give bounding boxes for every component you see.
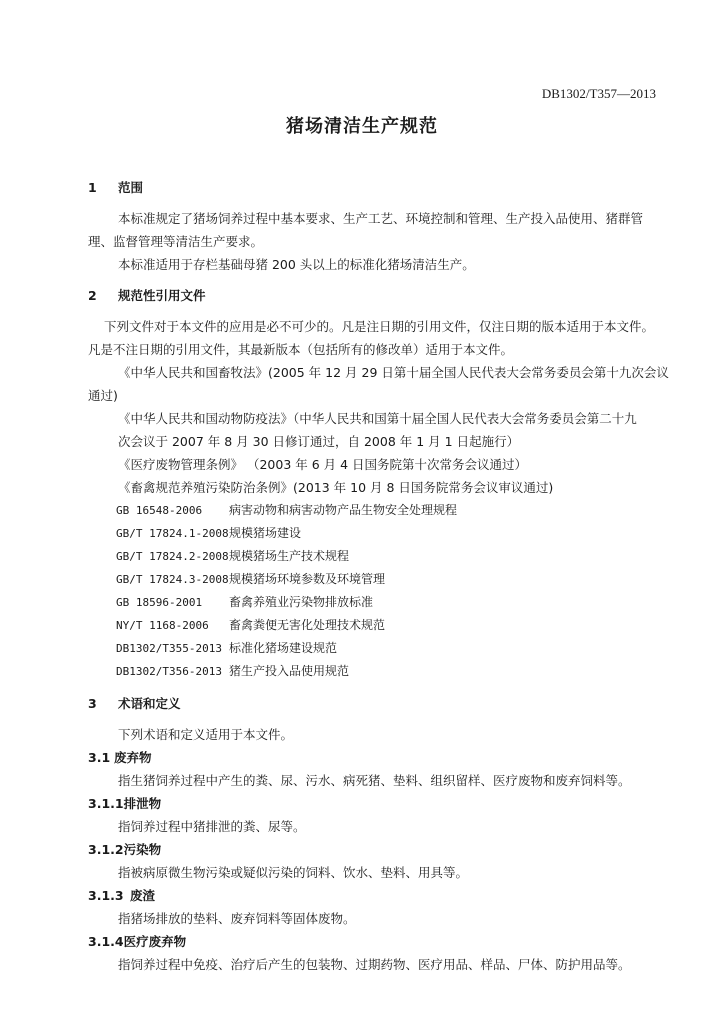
term-title: 排泄物 (123, 796, 162, 811)
term-heading (88, 794, 161, 812)
standard-reference (116, 501, 457, 518)
law-reference: 《中华人民共和国畜牧法》(2005 年 12 月 29 日第十届全国人民代表大会常务委员会第十九次会议 (118, 365, 669, 380)
term-definition: 指被病原微生物污染或疑似污染的饲料、饮水、垫料、用具等。 (118, 865, 469, 880)
paragraph: 本标准规定了猪场饲养过程中基本要求、生产工艺、环境控制和管理、生产投入品使用、猪群管 (118, 211, 644, 226)
section-number: 3 (88, 696, 97, 711)
paragraph: 下列文件对于本文件的应用是必不可少的。凡是注日期的引用文件，仅注日期的版本适用于本文件。 (104, 319, 655, 334)
paragraph-continuation: 凡是不注日期的引用文件，其最新版本（包括所有的修改单）适用于本文件。 (88, 342, 514, 357)
term-title: 污染物 (123, 842, 162, 857)
standard-code: DB1302/T356-2013 (116, 665, 222, 678)
law-reference: 《中华人民共和国动物防疫法》（中华人民共和国第十届全国人民代表大会常务委员会第二十九 (118, 411, 637, 426)
standard-name: 规模猪场生产技术规程 (229, 549, 350, 563)
standard-code: GB/T 17824.2-2008 (116, 550, 229, 563)
section-3-heading (88, 694, 181, 712)
term-heading (88, 748, 152, 766)
standard-code: GB 18596-2001 (116, 596, 203, 609)
paragraph: 下列术语和定义适用于本文件。 (118, 727, 294, 742)
law-reference-continuation: 通过) (88, 388, 118, 403)
term-definition: 指饲养过程中免疫、治疗后产生的包装物、过期药物、医疗用品、样品、尸体、防护用品等。 (118, 957, 631, 972)
section-title: 规范性引用文件 (118, 288, 206, 303)
paragraph: 本标准适用于存栏基础母猪 200 头以上的标准化猪场清洁生产。 (118, 257, 475, 272)
section-number: 2 (88, 288, 97, 303)
term-number: 3.1.4 (88, 934, 124, 949)
term-number: 3.1.1 (88, 796, 124, 811)
section-number: 1 (88, 180, 97, 195)
standard-name: 规模猪场环境参数及环境管理 (229, 572, 386, 586)
standard-reference (116, 547, 349, 564)
standard-name: 标准化猪场建设规范 (229, 641, 338, 655)
standard-reference (116, 616, 385, 633)
term-number: 3.1.2 (88, 842, 124, 857)
document-title: 猪场清洁生产规范 (286, 116, 438, 137)
standard-name: 病害动物和病害动物产品生物安全处理规程 (229, 503, 458, 517)
standard-name: 猪生产投入品使用规范 (229, 664, 350, 678)
standard-code: NY/T 1168-2006 (116, 619, 209, 632)
term-number: 3.1.3 (88, 888, 124, 903)
standard-reference (116, 593, 373, 610)
standard-reference (116, 524, 301, 541)
standard-reference (116, 570, 385, 587)
standard-code: DB1302/T357—2013 (541, 86, 656, 101)
section-title: 术语和定义 (118, 696, 181, 711)
term-definition: 指猪场排放的垫料、废弃饲料等固体废物。 (118, 911, 356, 926)
standard-name: 畜禽粪便无害化处理技术规范 (229, 618, 386, 632)
standard-code: GB/T 17824.3-2008 (116, 573, 229, 586)
standard-reference (116, 639, 337, 656)
standard-name: 规模猪场建设 (229, 526, 302, 540)
standard-name: 畜禽养殖业污染物排放标准 (229, 595, 374, 609)
term-heading (88, 886, 155, 904)
law-reference: 《畜禽规范养殖污染防治条例》(2013 年 10 月 8 日国务院常务会议审议通过) (118, 480, 554, 495)
term-definition: 指饲养过程中猪排泄的粪、尿等。 (118, 819, 306, 834)
law-reference: 《医疗废物管理条例》 （2003 年 6 月 4 日国务院第十次常务会议通过） (118, 457, 528, 472)
standard-reference (116, 662, 349, 679)
section-1-heading (88, 178, 143, 196)
law-reference-continuation: 次会议于 2007 年 8 月 30 日修订通过，自 2008 年 1 月 1 日起施行） (118, 434, 520, 449)
term-title: 废弃物 (114, 750, 152, 765)
section-title: 范围 (118, 180, 144, 195)
standard-code: GB 16548-2006 (116, 504, 203, 517)
term-definition: 指生猪饲养过程中产生的粪、尿、污水、病死猪、垫料、组织留样、医疗废物和废弃饲料等。 (118, 773, 631, 788)
term-title: 医疗废弃物 (123, 934, 187, 949)
term-heading (88, 932, 186, 950)
term-title: 废渣 (130, 888, 156, 903)
term-heading (88, 840, 161, 858)
section-2-heading (88, 286, 206, 304)
standard-code: GB/T 17824.1-2008 (116, 527, 229, 540)
paragraph-continuation: 理、监督管理等清洁生产要求。 (88, 234, 264, 249)
standard-code: DB1302/T355-2013 (116, 642, 222, 655)
term-number: 3.1 (88, 750, 111, 765)
